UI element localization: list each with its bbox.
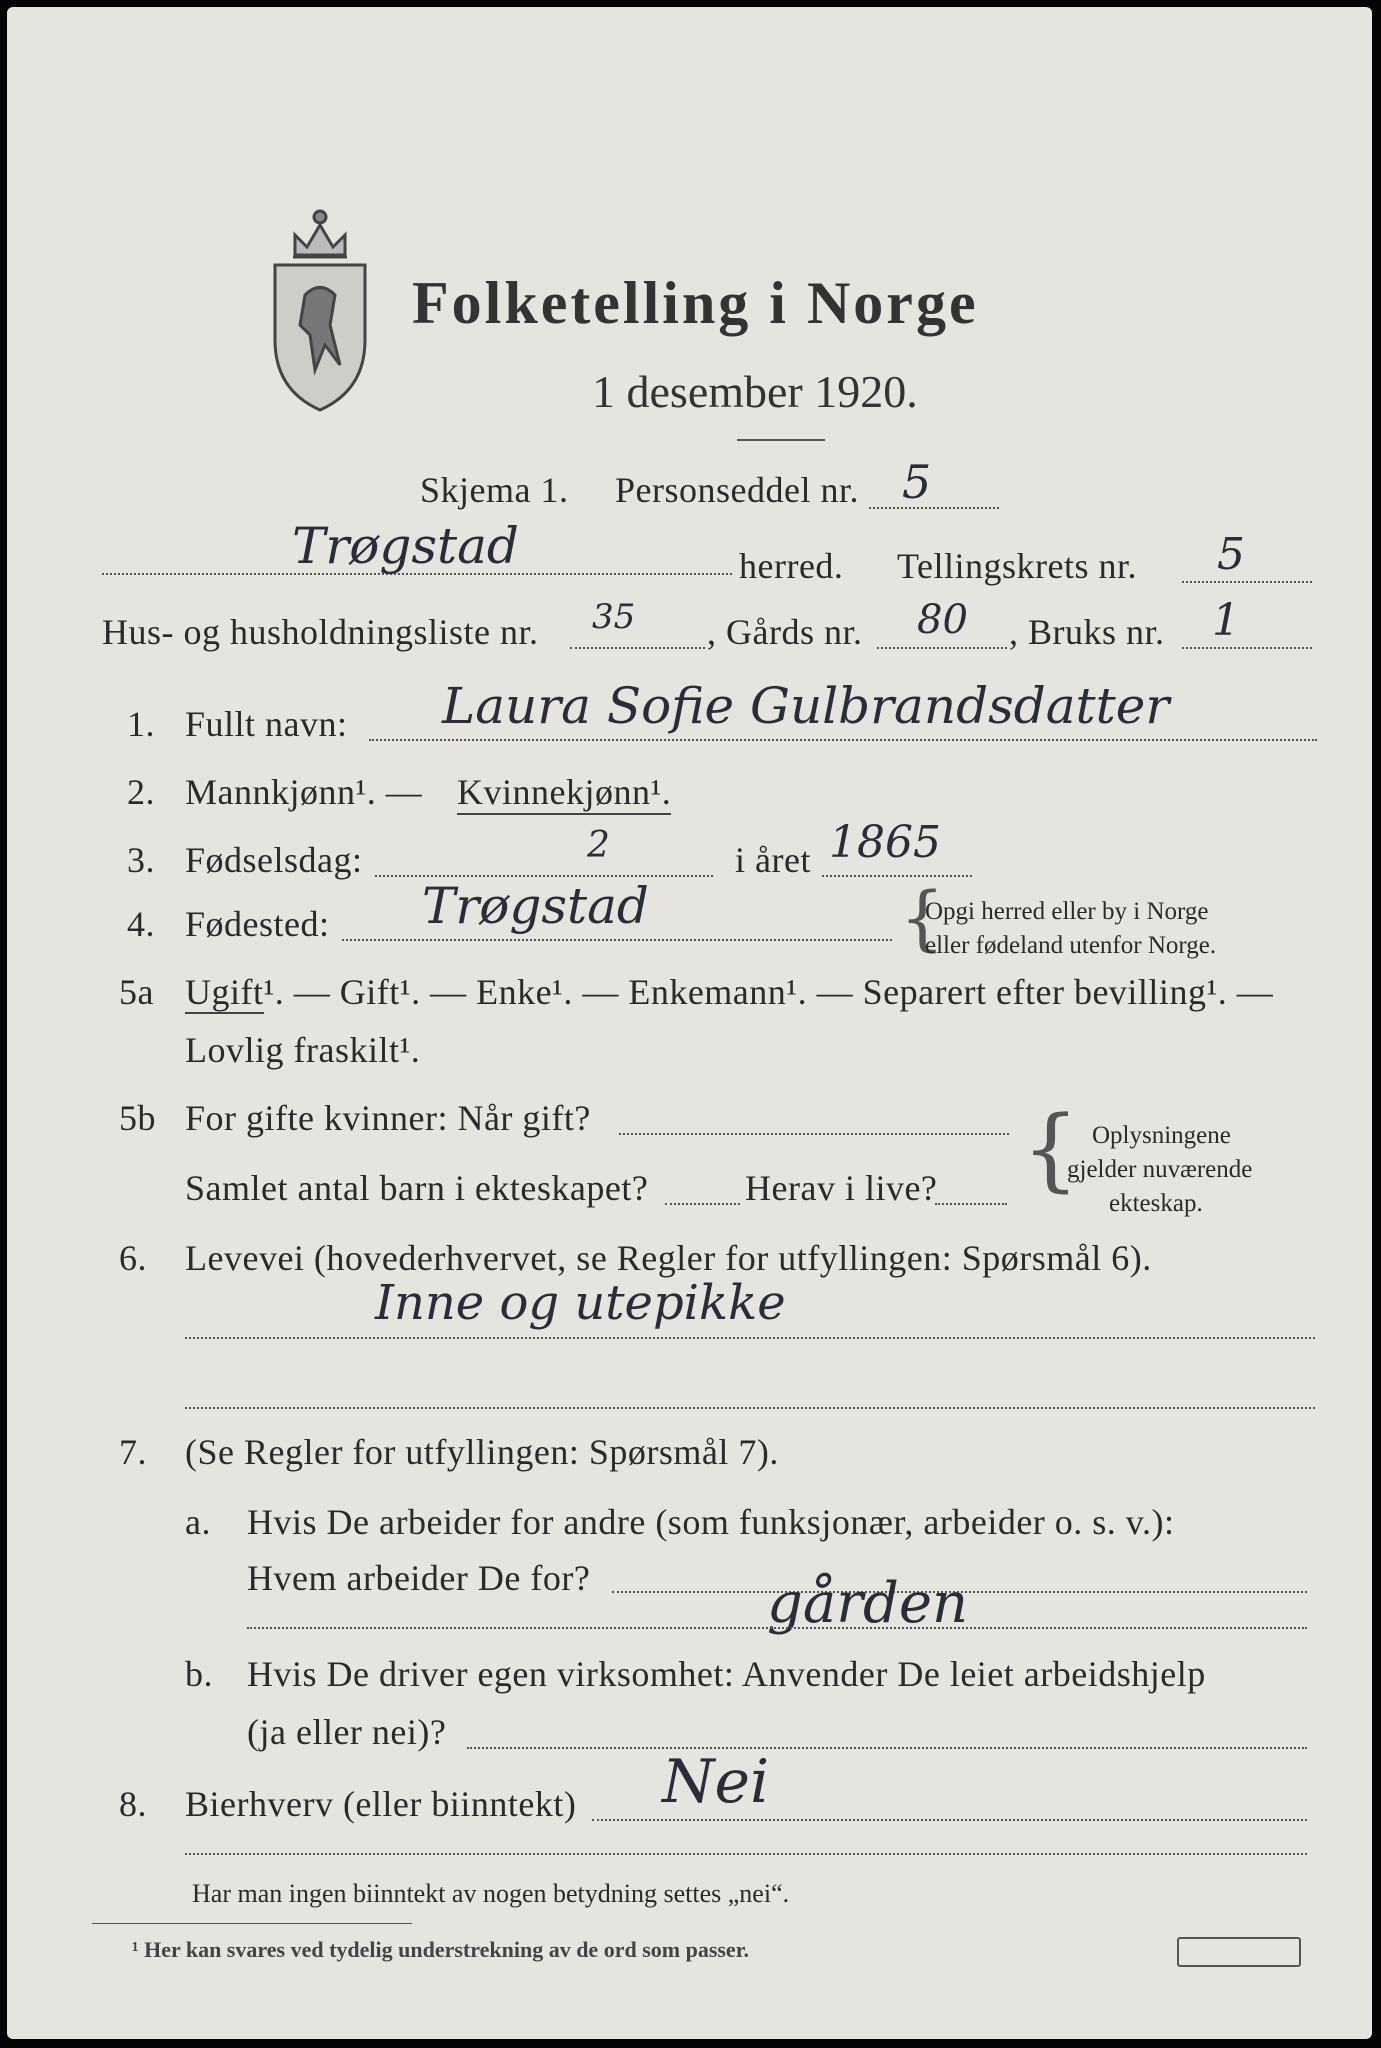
personseddel-value[interactable]: 5 — [902, 455, 932, 509]
q5a-number: 5a — [119, 972, 154, 1012]
q3-label: Fødselsdag: — [185, 840, 363, 880]
birthplace-value[interactable]: Trøgstad — [422, 877, 649, 935]
q5b-label-alive: Herav i live? — [745, 1168, 938, 1208]
q7b-label: (ja eller nei)? — [247, 1712, 447, 1752]
form-date: 1 desember 1920. — [592, 366, 918, 417]
form-title: Folketelling i Norge — [412, 270, 979, 336]
q4-number: 4. — [127, 904, 155, 944]
herred-label: herred. — [739, 546, 844, 586]
q5b-alive-line — [935, 1203, 1007, 1205]
skjema-label: Skjema 1. — [420, 470, 569, 510]
tellingskrets-label: Tellingskrets nr. — [897, 546, 1137, 586]
status-ugift-option[interactable]: Ugift — [185, 972, 264, 1012]
q4-note-line1: Opgi herred eller by i Norge — [925, 898, 1209, 925]
herred-value[interactable]: Trøgstad — [292, 517, 519, 575]
q5b-note-line3: ekteskap. — [1109, 1190, 1203, 1217]
q1-number: 1. — [127, 704, 155, 744]
q6-line2 — [185, 1407, 1315, 1409]
sex-female-option[interactable]: Kvinnekjønn¹. — [457, 771, 671, 815]
status-other-options[interactable]: ¹. — Gift¹. — Enke¹. — Enkemann¹. — Separert efter bevilling¹. — — [263, 972, 1274, 1012]
q7-number: 7. — [119, 1432, 147, 1472]
q4-line — [342, 939, 892, 941]
q5b-children-line — [665, 1203, 740, 1205]
q5b-note-line2: gjelder nuværende — [1067, 1156, 1253, 1183]
q7a-line2 — [247, 1627, 1307, 1629]
q6-label: Levevei (hovederhvervet, se Regler for utfyllingen: Spørsmål 6). — [185, 1238, 1152, 1278]
q5b-brace: { — [1022, 1097, 1080, 1202]
norwegian-coat-of-arms-icon — [265, 195, 375, 415]
q1-label: Fullt navn: — [185, 704, 348, 744]
bruks-line — [1182, 647, 1312, 649]
employer-value[interactable]: gården — [767, 1571, 969, 1636]
gards-value[interactable]: 80 — [917, 597, 968, 643]
hus-label: Hus- og husholdningsliste nr. — [102, 612, 539, 652]
hus-value[interactable]: 35 — [592, 597, 636, 637]
q5b-note-line1: Oplysningene — [1092, 1122, 1231, 1149]
q5b-label-children: Samlet antal barn i ekteskapet? — [185, 1168, 649, 1208]
footnote-divider — [92, 1923, 412, 1924]
q8-label: Bierhverv (eller biinntekt) — [185, 1784, 577, 1824]
side-income-value[interactable]: Nei — [662, 1747, 770, 1817]
q5b-married-line — [619, 1133, 1009, 1135]
status-lovlig-fraskilt-option[interactable]: Lovlig fraskilt¹. — [185, 1030, 421, 1070]
hus-line — [570, 647, 705, 649]
census-form — [7, 7, 1372, 2039]
q3-number: 3. — [127, 840, 155, 880]
q6-number: 6. — [119, 1238, 147, 1278]
q7b-text: Hvis De driver egen virksomhet: Anvender De leiet arbeidshjelp — [247, 1654, 1206, 1694]
footnote: ¹ Her kan svares ved tydelig understrekning av de ord som passer. — [132, 1937, 749, 1962]
q3-year-line — [822, 875, 972, 877]
gards-label: , Gårds nr. — [707, 612, 863, 652]
q8-line1 — [592, 1819, 1307, 1821]
q7a-text: Hvis De arbeider for andre (som funksjonær, arbeider o. s. v.): — [247, 1502, 1175, 1542]
tellingskrets-value[interactable]: 5 — [1217, 529, 1245, 580]
q7a-label: Hvem arbeider De for? — [247, 1558, 591, 1598]
q6-line1 — [185, 1337, 1315, 1339]
bottom-note: Har man ingen biinntekt av nogen betydning settes „nei“. — [192, 1879, 790, 1908]
q5b-label-married: For gifte kvinner: Når gift? — [185, 1098, 591, 1138]
q1-line — [369, 739, 1317, 741]
q4-note-line2: eller fødeland utenfor Norge. — [925, 932, 1217, 959]
gards-line — [877, 647, 1007, 649]
q8-line2 — [185, 1853, 1307, 1855]
full-name-value[interactable]: Laura Sofie Gulbrandsdatter — [442, 677, 1170, 735]
title-divider — [737, 439, 825, 441]
q7-label: (Se Regler for utfyllingen: Spørsmål 7). — [185, 1432, 779, 1472]
bruks-label: , Bruks nr. — [1009, 612, 1165, 652]
q7a-number: a. — [185, 1502, 211, 1542]
personseddel-line — [869, 507, 999, 509]
q4-label: Fødested: — [185, 904, 330, 944]
q7b-number: b. — [185, 1654, 213, 1694]
birth-day-value[interactable]: 2 — [587, 825, 610, 866]
bruks-value[interactable]: 1 — [1212, 595, 1240, 646]
q2-number: 2. — [127, 772, 155, 812]
tellingskrets-line — [1182, 581, 1312, 583]
printer-stamp — [1177, 1937, 1301, 1967]
q3-year-label: i året — [735, 840, 811, 880]
q7b-line — [467, 1747, 1307, 1749]
q4-brace: { — [900, 877, 945, 959]
q8-number: 8. — [119, 1784, 147, 1824]
sex-male-option[interactable]: Mannkjønn¹. — — [185, 772, 423, 812]
personseddel-label: Personseddel nr. — [615, 470, 859, 510]
occupation-value[interactable]: Inne og utepikke — [375, 1275, 786, 1331]
q5b-number: 5b — [119, 1098, 156, 1138]
birth-year-value[interactable]: 1865 — [829, 817, 941, 868]
